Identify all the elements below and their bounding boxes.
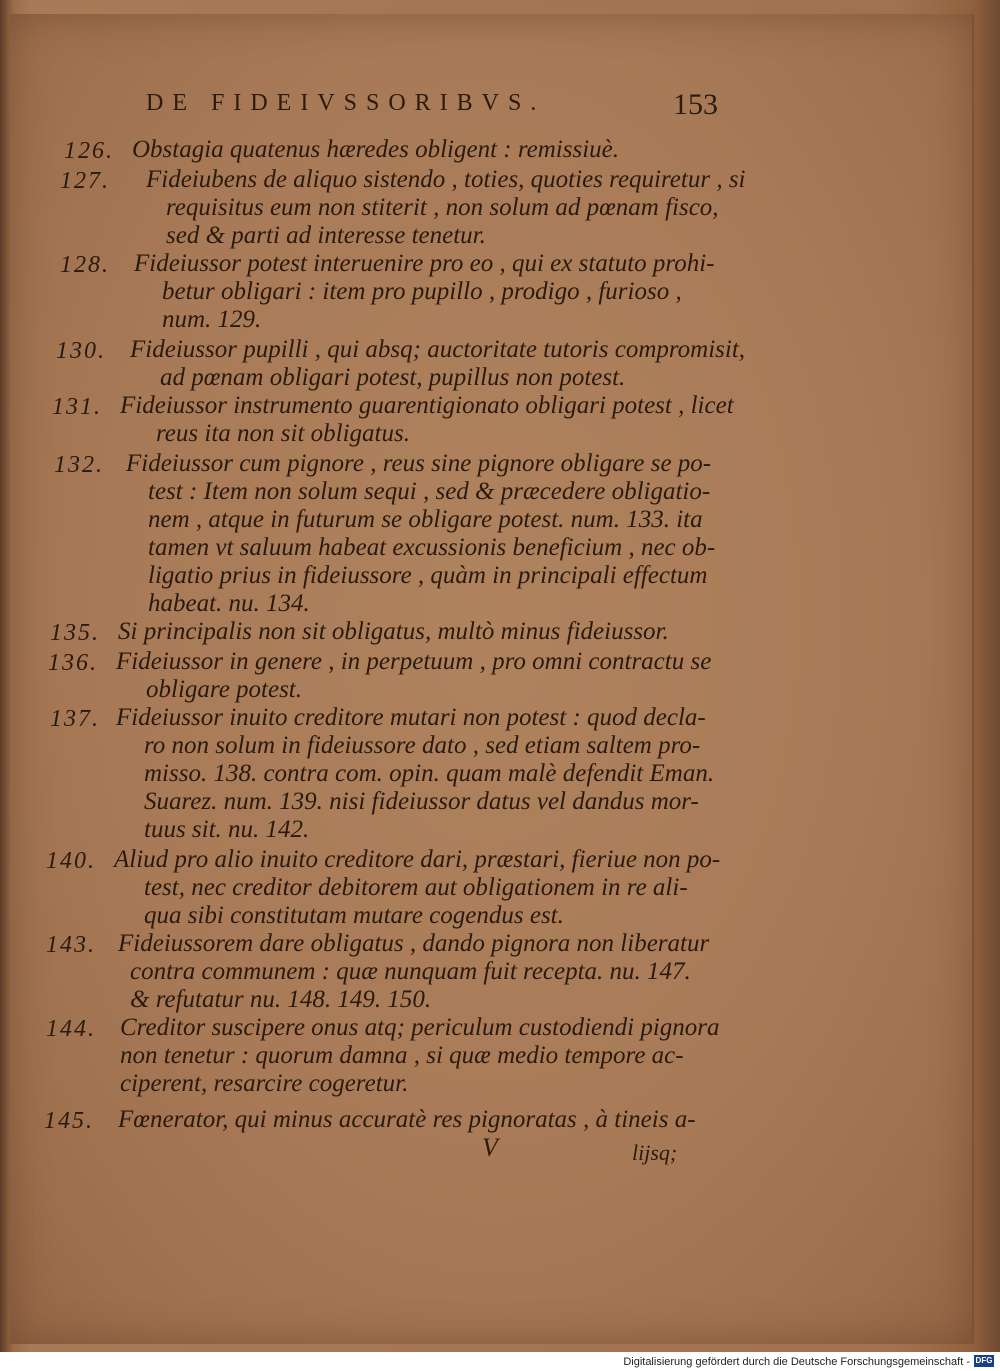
entry-text-line: test : Item non solum sequi , sed & præcedere obligatio- xyxy=(148,478,711,505)
entry-text-line: qua sibi constitutam mutare cogendus est. xyxy=(144,902,564,929)
entry-text-line: requisitus eum non stiterit , non solum ad pœnam fisco, xyxy=(166,194,719,221)
entry-text-line: ro non solum in fideiussore dato , sed etiam saltem pro- xyxy=(144,732,701,759)
entry-number: 126. xyxy=(64,138,114,164)
entry-text-line: Creditor suscipere onus atq; periculum custodiendi pignora xyxy=(120,1014,720,1041)
entry-number: 130. xyxy=(56,338,106,364)
entry-text-line: Fideiussor potest interuenire pro eo , qui ex statuto prohi- xyxy=(134,250,715,277)
entry-text-line: Fideiussor pupilli , qui absq; auctoritate tutoris compromisit, xyxy=(130,336,746,363)
dfg-logo: DFG xyxy=(975,1356,993,1365)
entry-text-line: obligare potest. xyxy=(146,676,303,703)
entry-number: 128. xyxy=(60,252,110,278)
entry-text-line: Si principalis non sit obligatus, multò minus fideiussor. xyxy=(118,618,669,645)
entry-text-line: tuus sit. nu. 142. xyxy=(144,816,310,843)
entry-number: 136. xyxy=(48,650,98,676)
entry-text-line: contra communem : quæ nunquam fuit recepta. nu. 147. xyxy=(130,958,691,985)
entry-text-line: ciperent, resarcire cogeretur. xyxy=(120,1070,409,1097)
entry-number: 145. xyxy=(44,1108,94,1134)
entry-text-line: num. 129. xyxy=(162,306,262,333)
entry-number: 137. xyxy=(50,706,100,732)
signature-mark: V xyxy=(482,1133,498,1162)
entry-text-line: misso. 138. contra com. opin. quam malè defendit Eman. xyxy=(144,760,715,787)
entry-number: 132. xyxy=(54,452,104,478)
entry-text-line: Suarez. num. 139. nisi fideiussor datus vel dandus mor- xyxy=(144,788,699,815)
entry-text-line: tamen vt saluum habeat excussionis beneficium , nec ob- xyxy=(148,534,716,561)
entry-number: 140. xyxy=(46,848,96,874)
entry-number: 144. xyxy=(46,1016,96,1042)
entry-text-line: Aliud pro alio inuito creditore dari, præstari, fieriue non po- xyxy=(114,846,721,873)
entry-text-line: test, nec creditor debitorem aut obligationem in re ali- xyxy=(144,874,688,901)
entry-text-line: Fideiussor cum pignore , reus sine pignore obligare se po- xyxy=(126,450,712,477)
entry-text-line: Fœnerator, qui minus accuratè res pignoratas , à tineis a- xyxy=(118,1106,696,1133)
entry-text-line: Fideiussor inuito creditore mutari non potest : quod decla- xyxy=(116,704,706,731)
entry-text-line: & refutatur nu. 148. 149. 150. xyxy=(130,986,432,1013)
entry-text-line: reus ita non sit obligatus. xyxy=(156,420,410,447)
entry-text-line: Fideiussor instrumento guarentigionato obligari potest , licet xyxy=(120,392,734,419)
entry-text-line: betur obligari : item pro pupillo , prodigo , furioso , xyxy=(162,278,682,305)
entry-number: 143. xyxy=(46,932,96,958)
entry-text-line: non tenetur : quorum damna , si quæ medio tempore ac- xyxy=(120,1042,684,1069)
page-header xyxy=(146,88,726,122)
entry-text-line: ad pœnam obligari potest, pupillus non potest. xyxy=(160,364,626,391)
entry-text-line: habeat. nu. 134. xyxy=(148,590,310,617)
entry-number: 131. xyxy=(52,394,102,420)
entry-text-line: Fideiubens de aliquo sistendo , toties, quoties requiretur , si xyxy=(146,166,746,193)
entry-text-line: sed & parti ad interesse tenetur. xyxy=(166,222,486,249)
catchword: lijsq; xyxy=(632,1140,678,1165)
entry-number: 127. xyxy=(60,168,110,194)
entry-text-line: Fideiussor in genere , in perpetuum , pro omni contractu se xyxy=(116,648,712,675)
page-number: 153 xyxy=(673,88,718,121)
entry-text-line: Fideiussorem dare obligatus , dando pignora non liberatur xyxy=(118,930,710,957)
running-title: DE FIDEIVSSORIBVS. xyxy=(146,90,546,116)
entry-text-line: Obstagia quatenus hæredes obligent : remissiuè. xyxy=(132,136,619,163)
funding-credit: Digitalisierung gefördert durch die Deutsche Forschungsgemeinschaft - xyxy=(623,1356,970,1368)
entry-number: 135. xyxy=(50,620,100,646)
entry-text-line: ligatio prius in fideiussore , quàm in principali effectum xyxy=(148,562,708,589)
entry-text-line: nem , atque in futurum se obligare potest. num. 133. ita xyxy=(148,506,703,533)
